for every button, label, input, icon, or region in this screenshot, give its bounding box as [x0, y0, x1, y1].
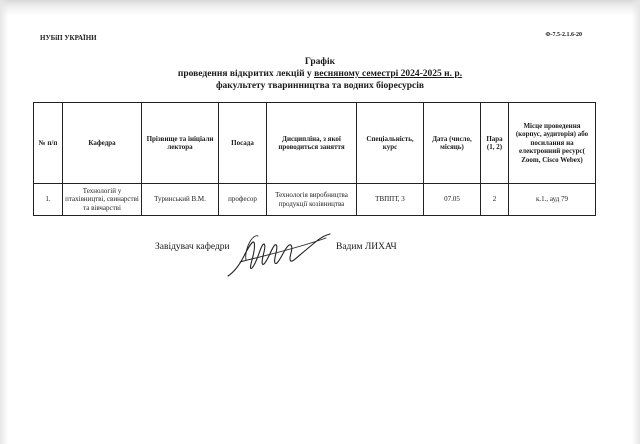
- cell-position: професор: [219, 184, 267, 216]
- table-row: [34, 184, 596, 216]
- organization-name: НУБіП УКРАЇНИ: [40, 34, 97, 42]
- handwritten-signature: [222, 226, 334, 284]
- col-header-location: Місце проведення (корпус, аудиторія) або посилання на електронний ресурс( Zoom, Cisco Webex): [509, 103, 596, 184]
- title-line-3: факультету тваринництва та водних біоресурсів: [215, 81, 425, 91]
- cell-discipline: Технологія виробництва продукції козівництва: [267, 184, 357, 216]
- cell-department: Технологій у птахівництві, свинарстві та вівчарстві: [63, 184, 142, 216]
- col-header-lecturer: Прізвище та ініціали лектора: [142, 103, 219, 184]
- form-code: Ф-7.5-2.1.6-20: [545, 32, 582, 38]
- lecture-schedule-table: [33, 102, 596, 216]
- col-header-department: Кафедра: [63, 103, 142, 184]
- cell-pair: 2: [481, 184, 509, 216]
- cell-number: 1.: [34, 184, 63, 216]
- col-header-number: № п/п: [34, 103, 63, 184]
- title-semester: весняному семестрі 2024-2025 н. р.: [314, 69, 463, 79]
- cell-location: к.1., ауд 79: [509, 184, 596, 216]
- title-line-2-prefix: проведення відкритих лекцій у: [177, 69, 315, 79]
- document-title: [0, 56, 640, 92]
- cell-specialty: ТВППТ, 3: [357, 184, 424, 216]
- col-header-pair: Пара (1, 2): [481, 103, 509, 184]
- title-line-2: [0, 68, 640, 80]
- head-of-department-label: Завідувач кафедри: [155, 242, 230, 252]
- scan-edge-shadow: [0, 0, 640, 16]
- col-header-specialty: Спеціальність, курс: [357, 103, 424, 184]
- cell-date: 07.05: [424, 184, 481, 216]
- col-header-discipline: Дисципліна, з якої проводиться заняття: [267, 103, 357, 184]
- table-header-row: [34, 103, 596, 184]
- col-header-position: Посада: [219, 103, 267, 184]
- col-header-date: Дата (число, місяць): [424, 103, 481, 184]
- cell-lecturer: Туринський В.М.: [142, 184, 219, 216]
- head-of-department-name: Вадим ЛИХАЧ: [336, 242, 397, 252]
- title-line-1: Графік: [304, 57, 336, 67]
